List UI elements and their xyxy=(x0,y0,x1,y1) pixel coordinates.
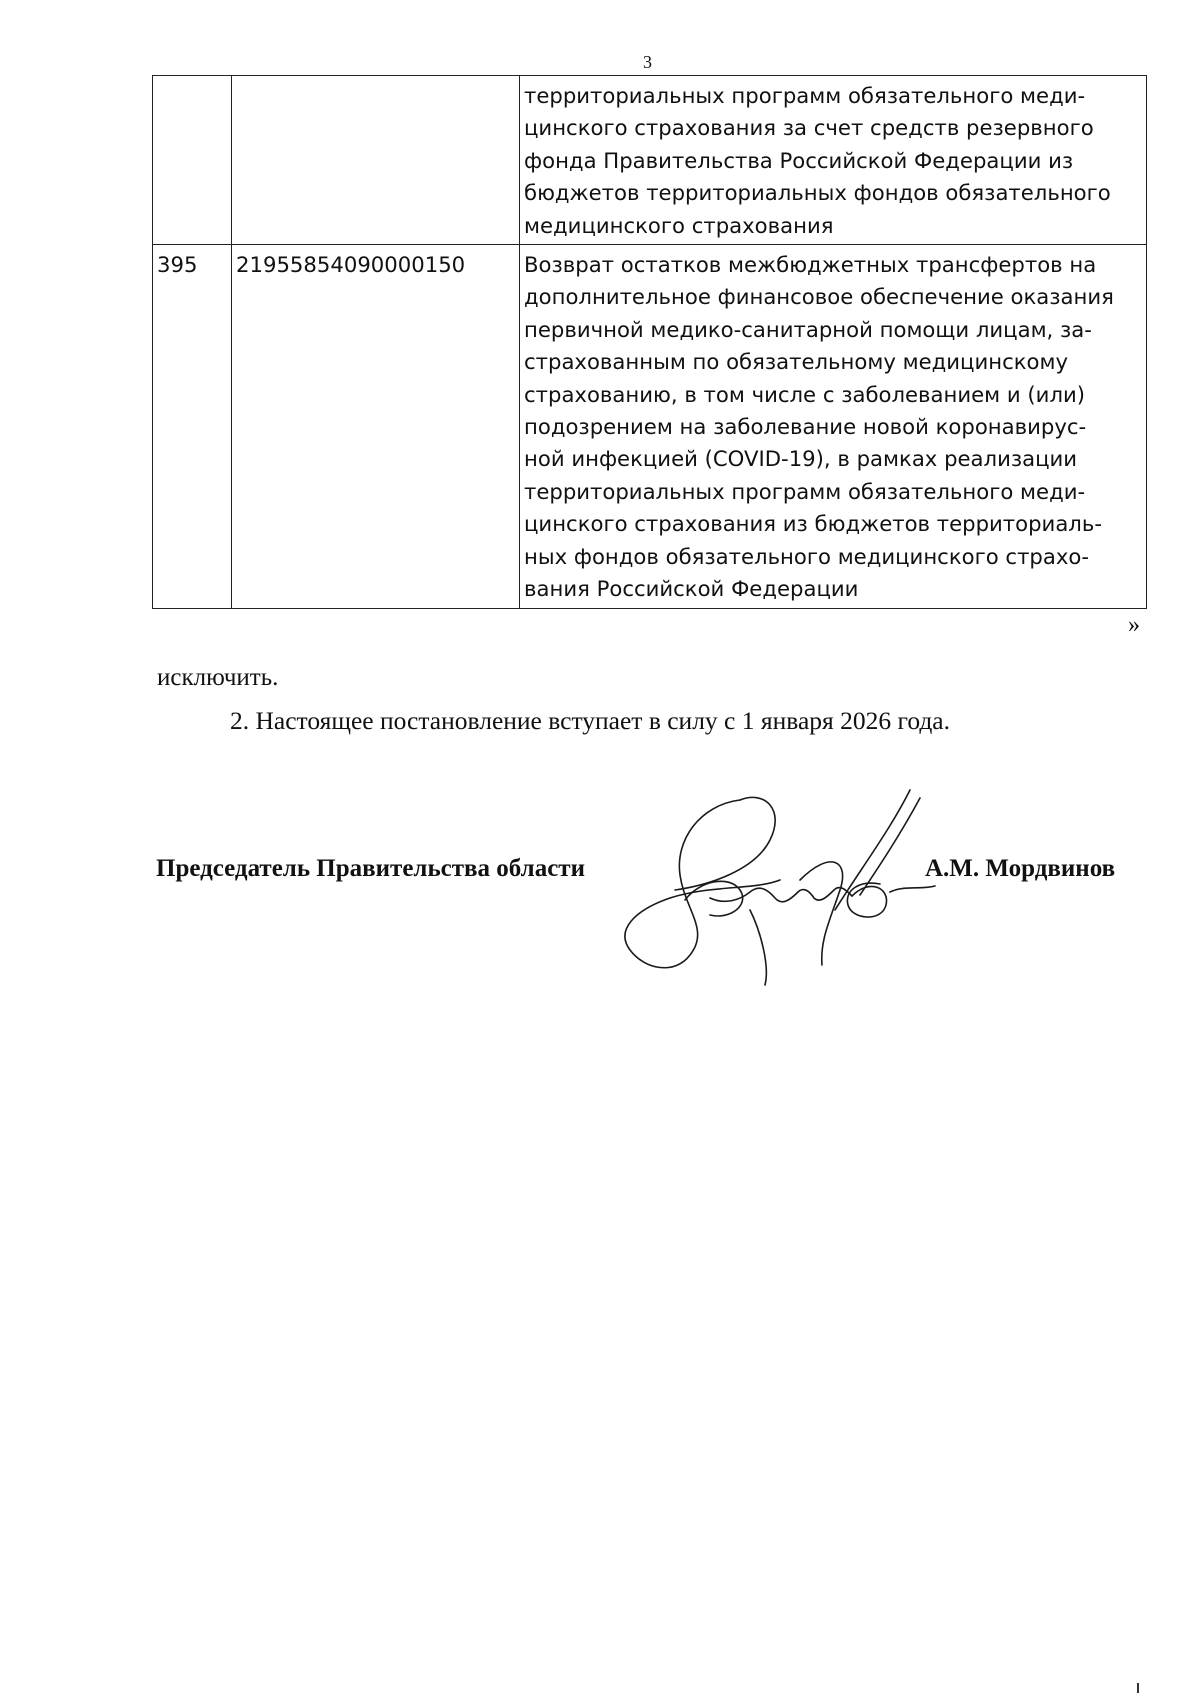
description-text: территориальных программ обязательного меди- цинского страхования за счет средств резервного фонда Правительства Российской Федерации из бюджетов территориальных фондов обязательного медицинского страхования xyxy=(524,83,1111,238)
exclude-instruction: исключить. xyxy=(157,664,279,691)
table-row xyxy=(153,245,1147,608)
row-number-cell: 395 xyxy=(153,245,232,608)
table-row xyxy=(153,76,1147,245)
handwritten-signature xyxy=(590,780,950,990)
budget-code-cell: 21955854090000150 xyxy=(232,245,520,608)
effective-date-clause: 2. Настоящее постановление вступает в силу с 1 января 2026 года. xyxy=(230,706,951,735)
scan-edge-mark xyxy=(1137,1683,1139,1693)
page-number: 3 xyxy=(643,52,652,72)
signer-name: А.М. Мордвинов xyxy=(925,855,1116,882)
budget-codes-table xyxy=(152,75,1147,609)
description-text: Возврат остатков межбюджетных трансфертов на дополнительное финансовое обеспечение оказания первичной медико-санитарной помощи лицам, за- страхованным по обязательному медицинскому страхованию, в том числе с заболеванием и (или) подозрением на заболевание новой коронавирус- ной инфекцией (COVID-19), в рамках реализации территориальных программ обязательного меди- цинского страхования из бюджетов территориаль- ных фондов обязательного медицинского страхо- вания Российской Федерации xyxy=(524,252,1114,602)
row-number-cell xyxy=(153,76,232,245)
budget-code-cell xyxy=(232,76,520,245)
signer-position: Председатель Правительства области xyxy=(156,855,585,882)
description-cell xyxy=(520,245,1147,608)
description-cell xyxy=(520,76,1147,245)
closing-quote: » xyxy=(1128,612,1140,638)
